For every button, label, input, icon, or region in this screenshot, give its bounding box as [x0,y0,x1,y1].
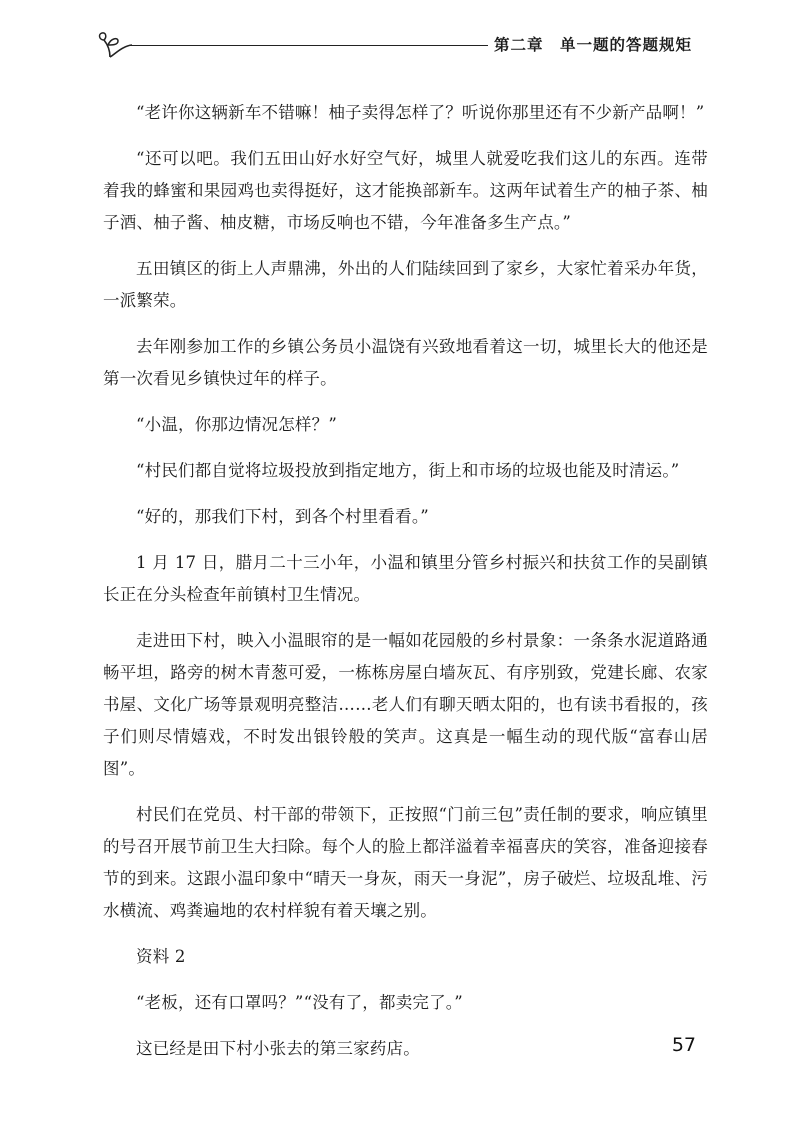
paragraph: 1 月 17 日，腊月二十三小年，小温和镇里分管乡村振兴和扶贫工作的吴副镇长正在分头检查年前镇村卫生情况。 [103,553,708,604]
paragraph: 村民们在党员、村干部的带领下，正按照“门前三包”责任制的要求，响应镇里的号召开展节前卫生大扫除。每个人的脸上都洋溢着幸福喜庆的笑容，准备迎接春节的到来。这跟小温印象中“晴天一身灰，雨天一身泥”，房子破烂、垃圾乱堆、污水横流、鸡粪遍地的农村样貌有着天壤之别。 [103,805,708,920]
running-header [96,30,692,60]
section-label: 资料 2 [136,947,186,966]
paragraph: “老许你这辆新车不错嘛！柚子卖得怎样了？听说你那里还有不少新产品啊！” [136,103,705,122]
paragraph: 这已经是田下村小张去的第三家药店。 [136,1039,420,1058]
paragraph: “好的，那我们下村，到各个村里看看。” [136,507,429,526]
paragraph: 五田镇区的街上人声鼎沸，外出的人们陆续回到了家乡，大家忙着采办年货，一派繁荣。 [103,259,708,310]
body-text [103,97,708,1079]
chapter-title: 第二章 单一题的答题规矩 [488,33,692,55]
paragraph: “还可以吧。我们五田山好水好空气好，城里人就爱吃我们这儿的东西。连带着我的蜂蜜和果园鸡也卖得挺好，这才能换部新车。这两年试着生产的柚子茶、柚子酒、柚子酱、柚皮糖，市场反响也不错，今年准备多生产点。” [103,149,708,232]
paragraph: “村民们都自觉将垃圾投放到指定地方，街上和市场的垃圾也能及时清运。” [136,461,680,480]
sprout-icon [96,30,132,60]
page-number: 57 [671,1034,696,1056]
paragraph: 走进田下村，映入小温眼帘的是一幅如花园般的乡村景象：一条条水泥道路通畅平坦，路旁的树木青葱可爱，一栋栋房屋白墙灰瓦、有序别致，党建长廊、农家书屋、文化广场等景观明亮整洁……老人们有聊天晒太阳的，也有读书看报的，孩子们则尽情嬉戏，不时发出银铃般的笑声。这真是一幅生动的现代版“富春山居图”。 [103,631,708,778]
paragraph: “小温，你那边情况怎样？” [136,415,337,434]
paragraph: “老板，还有口罩吗？”“没有了，都卖完了。” [136,993,463,1012]
paragraph: 去年刚参加工作的乡镇公务员小温饶有兴致地看着这一切，城里长大的他还是第一次看见乡镇快过年的样子。 [103,337,708,388]
